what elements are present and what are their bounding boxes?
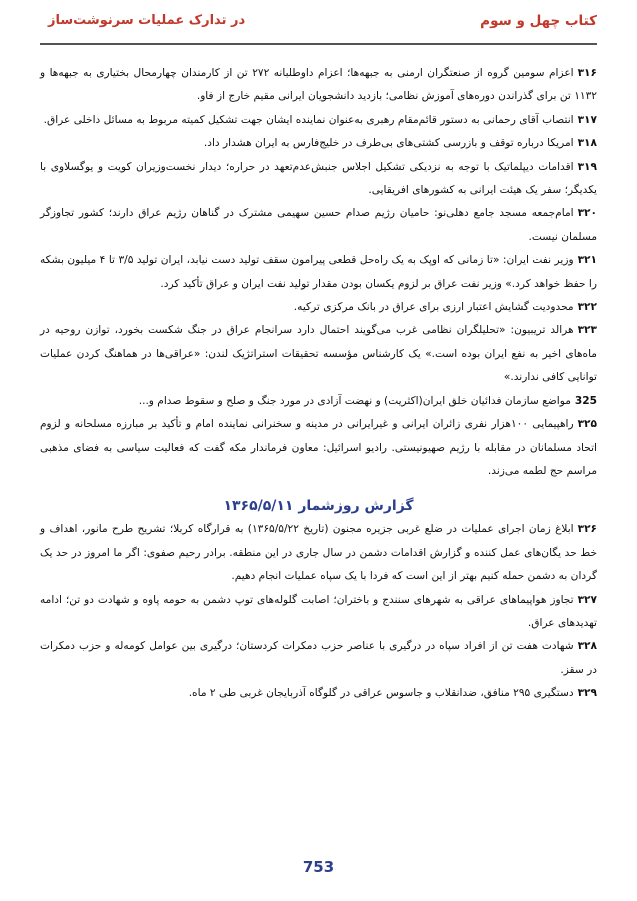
entry-text: مواضع سازمان فدائیان خلق ایران(اکثریت) و نهضت آزادی در مورد جنگ و صلح و سقوط صدام و... [138,394,571,407]
entry-text: تجاوز هواپیماهای عراقی به شهرهای سنندج و باختران؛ اصابت گلوله‌های توپ دشمن به حومه پاوه و شهادت دو تن؛ ادامه تهدیدهای عراق. [40,593,597,629]
entry-319 [40,156,597,203]
entry-322 [40,296,597,319]
entry-number: ۳۲۳ [577,324,597,337]
section-title: گزارش روزشمار ۱۳۶۵/۵/۱۱ [223,498,414,515]
entry-number: ۳۲۷ [577,593,597,606]
entry-number: ۳۱۹ [577,160,597,173]
entry-320 [40,202,597,249]
entry-text: وزیر نفت ایران: «تا زمانی که اوپک به یک راه‌حل قطعی پیرامون سقف تولید دست نیابد، ایران تولید ۳/۵ تا ۴ میلیون بشکه را حفظ خواهد کرد.» وزیر نفت عراق بر لزوم یکسان بودن مقدار تولید نفت ایران و عراق تأکید کرد. [40,254,597,290]
entry-325 [40,413,597,483]
entry-number: ۳۲۶ [577,523,598,536]
entry-number: ۳۲۲ [577,301,597,314]
page-number: 753 [302,858,335,876]
entry-number: 325 [574,394,597,407]
entry-327 [40,589,597,636]
entry-text: دستگیری ۲۹۵ منافق، ضدانقلاب و جاسوس عراقی در گلوگاه آذربایجان غربی طی ۲ ماه. [188,687,574,700]
entry-number: ۳۱۷ [577,113,597,126]
entry-text: امریکا درباره توقف و بازرسی کشتی‌های بی‌طرف در خلیج‌فارس به ایران هشدار داد. [203,137,574,150]
entry-number: ۳۲۰ [577,207,597,220]
entry-number: ۳۱۶ [577,67,597,79]
entry-number: ۳۲۹ [577,687,597,700]
entry-323 [40,319,597,389]
page-body [40,62,597,706]
entry-text: هرالد تریبیون: «تحلیلگران نظامی غرب می‌گویند احتمال دارد سرانجام عراق در جنگ شکست بخورد، توازن روحیه در ماه‌های اخیر به نفع ایران بوده است.» یک کارشناس مؤسسه تحقیقات استراتژیک لندن: «عراقی‌ها در هماهنگ کردن عملیات توانایی کافی ندارند.» [40,324,597,384]
entry-text: اقدامات دیپلماتیک با توجه به نزدیکی تشکیل اجلاس جنبش‌عدم‌تعهد در حراره؛ دیدار نخست‌وزیران کویت و یوگسلاوی با یکدیگر؛ سفر یک هیئت ایرانی به کشورهای افریقایی. [40,160,597,197]
entry-text: راهپیمایی ۱۰۰هزار نفری زائران ایرانی و غیرایرانی در مدینه و سخنرانی نماینده امام و تأکید بر مبارزه مسلحانه و لزوم اتحاد مسلمانان در مقابله با رژیم صهیونیستی. رادیو اسرائیل: معاون فرماندار مکه گفت که فعالیت سیاسی به فضای مذهبی مراسم حج لطمه می‌زند. [40,418,597,477]
entry-number: ۳۲۸ [577,640,597,653]
entry-328 [40,635,597,682]
entry-text: اعزام سومین گروه از صنعتگران ارمنی به جبهه‌ها؛ اعزام داوطلبانه ۲۷۲ تن از کارمندان چهارمحال بختیاری به جبهه‌ها و ۱۱۳۲ تن برای گذراندن دوره‌های آموزش نظامی؛ بازدید دانشجویان ایرانی مقیم خارج از فاو. [40,67,597,103]
entry-317 [40,109,597,132]
book-title: کتاب چهل و سوم [480,13,597,29]
entry-316 [40,62,597,109]
chapter-title: در تدارک عملیات سرنوشت‌ساز [48,13,246,28]
entry-text: محدودیت گشایش اعتبار ارزی برای عراق در بانک مرکزی ترکیه. [293,301,574,314]
entry-324 [40,390,597,413]
entry-number: ۳۲۵ [577,418,597,431]
entry-text: ابلاغ زمان اجرای عملیات در ضلع غربی جزیره مجنون (تاریخ ۱۳۶۵/۵/۲۲) به قرارگاه کربلا؛ تشریح طرح مانور، اهداف و خط حد یگان‌های عمل کننده و گزارش اقدامات دشمن در سال جاری در این منطقه. برادر رحیم صفوی: اگر ما امروز در حد یک گردان به دشمن حمله کنیم بهتر از این است که فردا با یک سپاه عملیات انجام دهیم. [40,523,597,583]
entry-number: ۳۲۱ [577,254,597,267]
entry-326 [40,518,597,588]
running-header [0,13,637,35]
entry-text: انتصاب آقای رحمانی به دستور قائم‌مقام رهبری به‌عنوان نماینده ایشان جهت تشکیل کمیته مربوط به مسائل داخلی عراق. [43,113,574,126]
entry-text: شهادت هفت تن از افراد سپاه در درگیری با عناصر حزب دمکرات کردستان؛ درگیری بین عوامل کومه‌له و حزب دمکرات در سقز. [40,640,597,676]
entry-329 [40,682,597,705]
entry-318 [40,132,597,155]
entry-321 [40,249,597,296]
entry-text: امام‌جمعه مسجد جامع دهلی‌نو: حامیان رژیم صدام حسین سهیمی مشترک در گناهان رژیم عراق دارند؛ کشور تجاوزگر مسلمان نیست. [40,207,597,243]
entry-number: ۳۱۸ [577,137,597,150]
header-rule [40,43,597,45]
